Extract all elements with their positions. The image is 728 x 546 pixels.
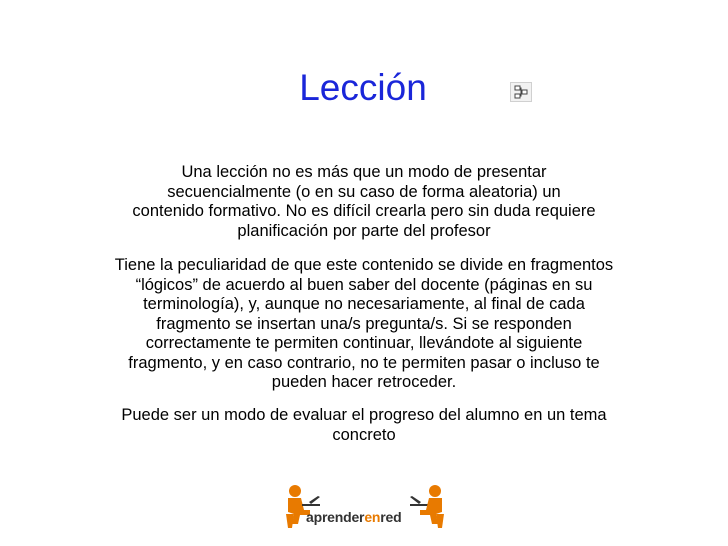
paragraph-structure: Tiene la peculiaridad de que este contenido se divide en fragmentos “lógicos” de acuerdo al buen saber del docente (páginas en su terminología), y, aunque no necesariamente, al final de cada fragmento se insertan una/s pregunta/s. Si se responden correctamente te permiten continuar, llevándote al siguiente fragmento, y en caso contrario, no te permiten pasar o incluso te pueden hacer retroceder. [114, 256, 614, 391]
slide-title: Lección [299, 67, 427, 108]
lesson-structure-icon [510, 82, 532, 102]
paragraph-definition: Una lección no es más que un modo de presentar secuencialmente (o en su caso de forma aleatoria) un contenido formativo. No es difícil crearla pero sin duda requiere planificación por parte del profesor [132, 163, 596, 240]
logo-wordmark: aprenderenred [306, 509, 402, 525]
paragraph-evaluation: Puede ser un modo de evaluar el progreso del alumno en un tema concreto [121, 406, 607, 444]
